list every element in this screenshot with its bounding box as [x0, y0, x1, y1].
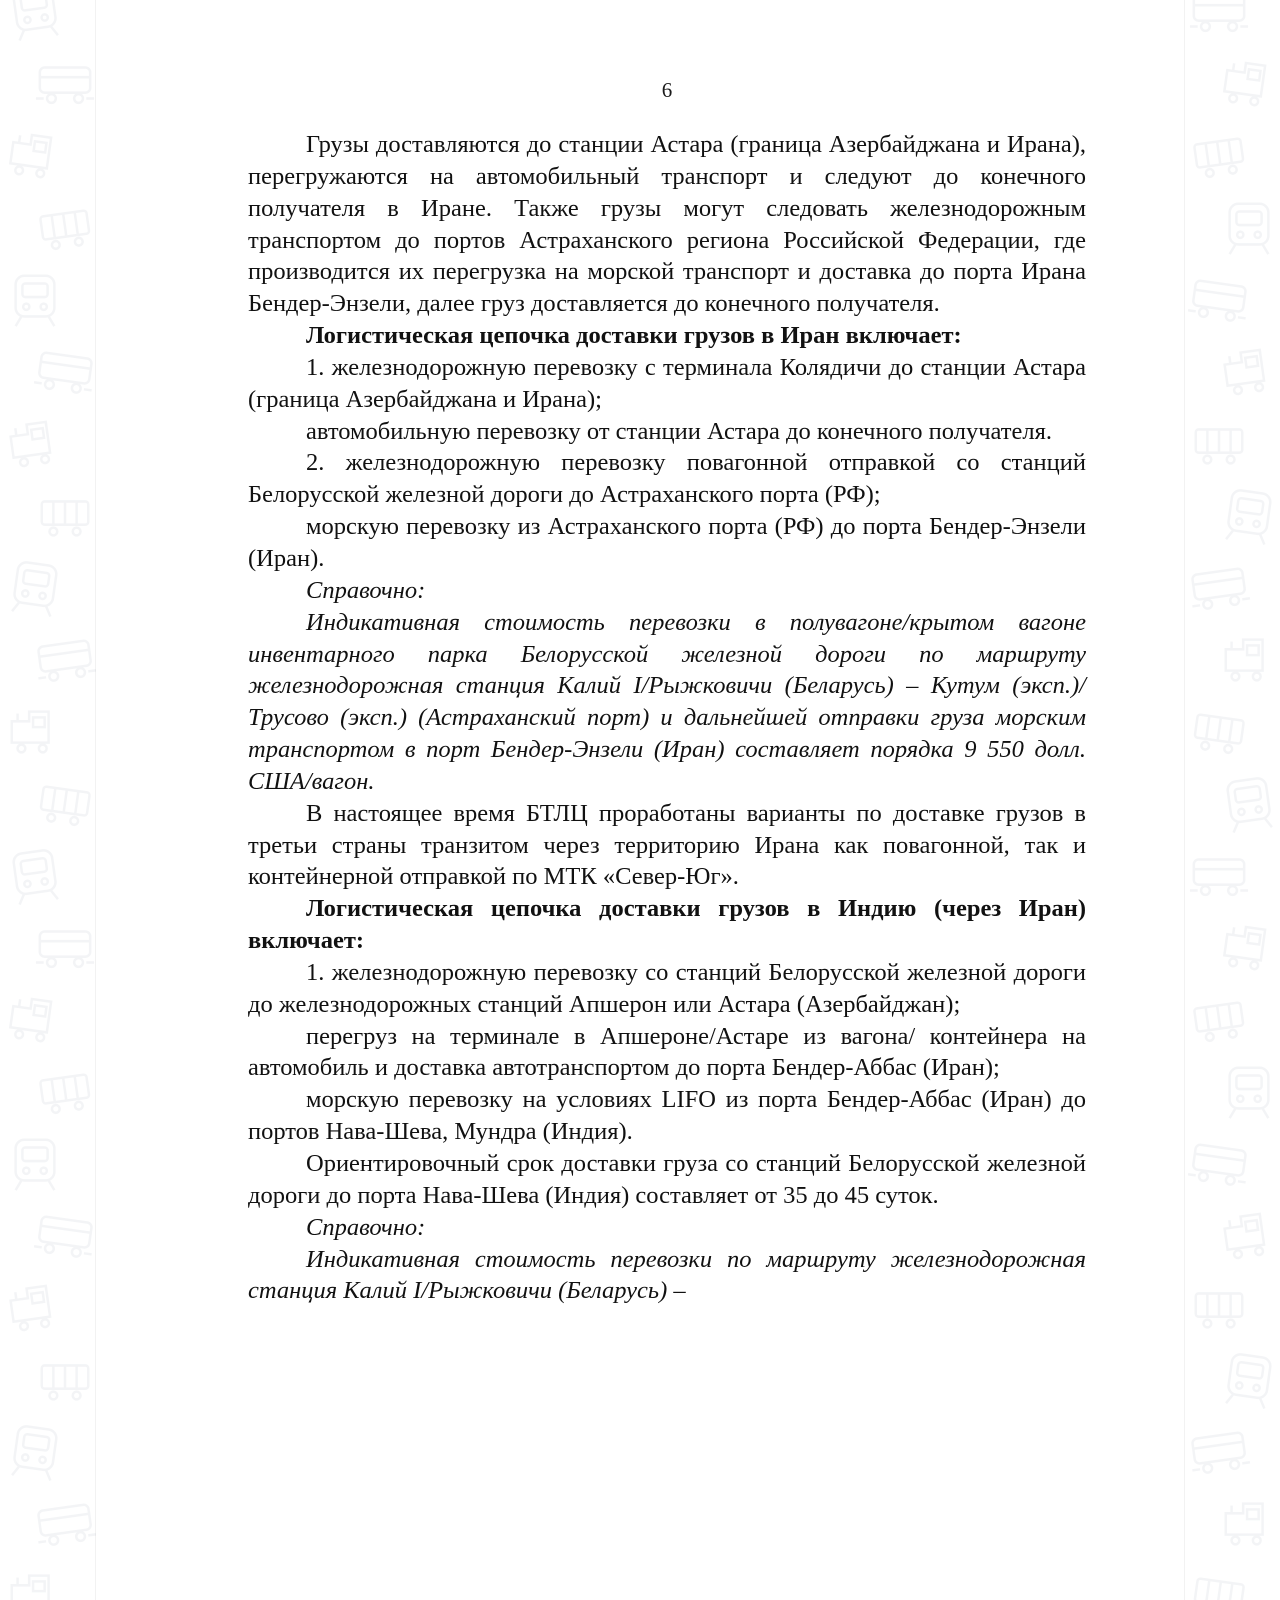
background-watermark-strip-left — [0, 0, 96, 1600]
train-icon — [1214, 480, 1280, 550]
train-icon — [0, 408, 70, 478]
paragraph-p16-note-body: Индикативная стоимость перевозки по маршруту железнодорожная станция Калий I/Рыжковичи (Беларусь) – — [248, 1245, 1086, 1305]
train-icon — [30, 624, 96, 694]
paragraph-p12: перегруз на терминале в Апшероне/Астаре из вагона/ контейнера на автомобиль и доставка автотранспортом до порта Бендер-Аббас (Иран); — [248, 1022, 1086, 1082]
paragraph-p5: 2. железнодорожную перевозку повагонной отправкой со станций Белорусской железной дороги до Астраханского порта (РФ); — [248, 449, 1086, 509]
train-icon — [30, 768, 96, 838]
train-icon — [34, 484, 96, 546]
train-icon — [4, 1132, 66, 1194]
train-icon — [1188, 0, 1250, 42]
paragraph-p10: Логистическая цепочка доставки грузов в Индию (через Иран) включает: — [248, 895, 1086, 955]
train-icon — [1214, 1344, 1280, 1414]
paragraph-p7-note-label: Справочно: — [306, 576, 426, 604]
train-icon — [0, 1272, 70, 1342]
train-icon — [0, 840, 70, 910]
paragraph-p15-note-label: Справочно: — [306, 1213, 426, 1241]
train-icon — [1184, 1560, 1254, 1600]
train-icon — [30, 1056, 96, 1126]
train-icon — [1184, 1416, 1254, 1486]
paragraph-p8-note-body: Индикативная стоимость перевозки в полувагоне/крытом вагоне инвентарного парка Белорусской железной дороги по маршруту железнодорожная станция Калий I/Рыжковичи (Беларусь) – Кутум (эксп.)/Трусово (эксп.) (Астраханский порт) и дальнейшей отправки груза морским транспортом в порт Бендер-Энзели (Иран) составляет порядка 9 550 долл. США/вагон. — [248, 608, 1086, 795]
paragraph-p2: Логистическая цепочка доставки грузов в Иран включает: — [306, 322, 962, 350]
train-icon — [1214, 336, 1280, 406]
train-icon — [34, 916, 96, 978]
train-icon — [1184, 552, 1254, 622]
train-icon — [34, 1348, 96, 1410]
train-icon — [1214, 912, 1280, 982]
paragraph-p3: 1. железнодорожную перевозку с терминала Колядичи до станции Астара (граница Азербайджана и Ирана); — [248, 353, 1086, 413]
train-icon — [1184, 264, 1254, 334]
train-icon — [34, 52, 96, 114]
train-icon — [1184, 696, 1254, 766]
document-page — [96, 0, 1184, 1600]
train-icon — [1218, 1492, 1280, 1554]
paragraph-p13: морскую перевозку на условиях LIFO из порта Бендер-Аббас (Иран) до портов Нава-Шева, Мундра (Индия). — [248, 1086, 1086, 1146]
train-icon — [1188, 844, 1250, 906]
train-icon — [0, 120, 70, 190]
train-icon — [1218, 196, 1280, 258]
train-icon — [30, 1200, 96, 1270]
train-icon — [1184, 120, 1254, 190]
page-number: 6 — [661, 78, 673, 102]
paragraph-p6: морскую перевозку из Астраханского порта (РФ) до порта Бендер-Энзели (Иран). — [248, 513, 1086, 572]
train-icon — [30, 336, 96, 406]
train-icon — [0, 0, 70, 46]
paragraph-p14: Ориентировочный срок доставки груза со станций Белорусской железной дороги до порта Нава-Шева (Индия) составляет от 35 до 45 суток. — [248, 1150, 1086, 1209]
paragraph-p9: В настоящее время БТЛЦ проработаны варианты по доставке грузов в третьи страны транзитом через территорию Ирана как повагонной, так и контейнерной отправкой по МТК «Север-Юг». — [248, 799, 1086, 891]
train-icon — [1184, 984, 1254, 1054]
train-icon — [1218, 628, 1280, 690]
train-icon — [1214, 48, 1280, 118]
train-icon — [30, 192, 96, 262]
train-icon — [4, 700, 66, 762]
train-icon — [0, 552, 70, 622]
train-icon — [4, 268, 66, 330]
train-icon — [1188, 1276, 1250, 1338]
train-icon — [4, 1564, 66, 1600]
page-content — [96, 0, 1184, 1600]
train-icon — [0, 1416, 70, 1486]
train-icon — [1218, 1060, 1280, 1122]
train-icon — [30, 1488, 96, 1558]
paragraph-p11: 1. железнодорожную перевозку со станций Белорусской железной дороги до железнодорожных станций Апшерон или Астара (Азербайджан); — [248, 958, 1086, 1018]
background-watermark-strip-right — [1184, 0, 1280, 1600]
paragraph-p1: Грузы доставляются до станции Астара (граница Азербайджана и Ирана), перегружаются на автомобильный транспорт и следуют до конечного получателя в Иране. Также грузы могут следовать железнодорожным транспортом до портов Астраханского региона Российской Федерации, где производится их перегрузка на морской транспорт и доставка до порта Ирана Бендер-Энзели, далее груз доставляется до конечного получателя. — [248, 131, 1086, 318]
paragraph-p4: автомобильную перевозку от станции Астара до конечного получателя. — [306, 417, 1052, 445]
train-icon — [1188, 412, 1250, 474]
train-icon — [1214, 768, 1280, 838]
train-icon — [1184, 1128, 1254, 1198]
train-icon — [1214, 1200, 1280, 1270]
train-icon — [0, 984, 70, 1054]
